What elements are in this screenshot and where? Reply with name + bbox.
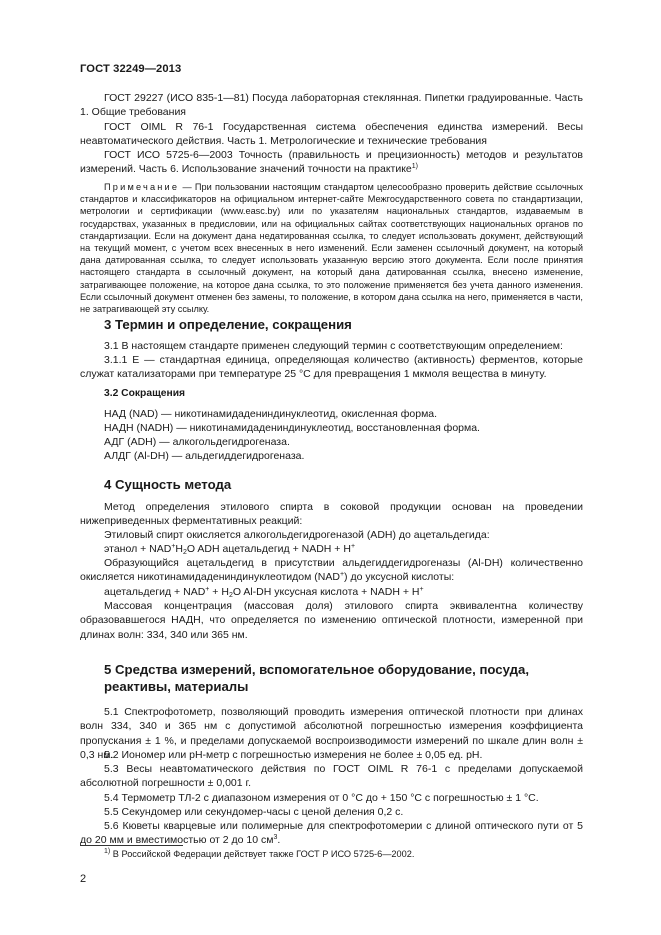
footnote: [104, 849, 414, 859]
abbreviation-item: НАД (NAD) — никотинамидадениндинуклеотид, окисленная форма.: [104, 408, 438, 420]
paragraph-text: ) до уксусной кислоты:: [344, 571, 455, 584]
section-4-paragraph: [80, 556, 583, 585]
section-5-4: 5.4 Термометр ТЛ-2 с диапазоном измерения от 0 °С до + 150 °С с погрешностью ± 1 °С.: [104, 792, 539, 804]
equation-part: H: [175, 543, 184, 555]
equation-part: этанол + NAD: [104, 543, 172, 555]
paragraph-text: Образующийся ацетальдегид в присутствии альдегиддегидрогеназы (Al-DH) количественно окисляется никотинамидадениндинуклеотидом (NAD: [80, 557, 583, 584]
abbreviation-item: НАДН (NADH) — никотинамидадениндинуклеотид, восстановленная форма.: [104, 422, 480, 434]
reference-gost-29227: ГОСТ 29227 (ИСО 835-1—81) Посуда лабораторная стеклянная. Пипетки градуированные. Часть 1. Общие требования: [80, 92, 583, 119]
equation-subscript: 2: [183, 549, 187, 556]
footnote-rule: [80, 845, 183, 846]
section-5-5: 5.5 Секундомер или секундомер-часы с ценой деления 0,2 с.: [104, 806, 404, 818]
note-text: — При пользовании настоящим стандартом целесообразно проверить действие ссылочных стандартов и классификаторов на официальном интернет-сайте Межгосударственного совета по стандартизации, метрологии и сертификации (www.easc.by) или по указателям национальных стандартов, издаваемым в государствах, указанных в предисловии, или на официальных сайтах соответствующих национальных органов по стандартизации. Если на документ дана недатированная ссылка, то следует использовать документ, действующий на текущий момент, с учетом всех внесенных в него изменений. Если заменен ссылочный документ, на который дана датированная ссылка, то следует использовать указанную версию этого документа. Если после принятия настоящего стандарта в ссылочный документ, на который дана датированная ссылка, внесено изменение, затрагивающее положение, на которое дана ссылка, то это положение применяется без учета данного изменения. Если ссылочный документ отменен без замены, то положение, в котором дана ссылка на него, применяется в части, не затрагивающей эту ссылку.: [80, 182, 583, 315]
equation-part: O ADH ацетальдегид + NADH + H: [186, 543, 351, 555]
section-4-paragraph: Массовая концентрация (массовая доля) этилового спирта эквивалентна количеству образовавшегося НАДН, что определяется по изменению оптической плотности, измеренной при длинах волн: 334, 340 или 365 нм.: [80, 600, 583, 641]
section-3-title: 3 Термин и определение, сокращения: [104, 317, 352, 332]
note-paragraph: [80, 181, 583, 315]
abbreviation-item: АДГ (ADH) — алкогольдегидрогеназа.: [104, 436, 290, 448]
reference-gost-oiml-r76: ГОСТ OIML R 76-1 Государственная система обеспечения единства измерений. Весы неавтоматического действия. Часть 1. Метрологические и технические требования: [80, 121, 583, 148]
section-3-1-1: 3.1.1 Е — стандартная единица, определяющая количество (активность) ферментов, которые служат катализаторами при температуре 25 °С для превращения 1 мкмоля вещества в минуту.: [80, 354, 583, 381]
section-4-title: 4 Сущность метода: [104, 477, 232, 492]
footnote-text: В Российской Федерации действует также ГОСТ Р ИСО 5725-6—2002.: [110, 849, 415, 859]
equation-part: O Al-DH уксусная кислота + NADH + H: [232, 586, 420, 598]
equation-subscript: 2: [228, 592, 233, 599]
reaction-equation-2: [104, 585, 424, 599]
section-4-paragraph: Метод определения этилового спирта в соковой продукции основан на проведении нижеприведенных ферментативных реакций:: [80, 501, 583, 528]
page-number: 2: [80, 873, 87, 885]
section-4-paragraph: Этиловый спирт окисляется алкогольдегидрогеназой (ADH) до ацетальдегида:: [104, 529, 490, 541]
paragraph-text: .: [277, 834, 281, 847]
paragraph-text: 5.6 Кюветы кварцевые или полимерные для спектрофотомерии с длиной оптического пути от 5 до 20 мм и вместимостью от 2 до 10 см: [80, 820, 583, 847]
equation-part: + H: [209, 586, 229, 598]
equation-superscript: +: [171, 543, 176, 550]
footnote-mark: 1): [104, 848, 111, 855]
note-label: Примечание: [104, 182, 180, 192]
reaction-equation-1: [104, 542, 355, 556]
section-3-2-title: 3.2 Сокращения: [104, 388, 186, 399]
equation-superscript: +: [350, 543, 356, 550]
equation-superscript: +: [419, 586, 424, 593]
section-5-title: 5 Средства измерений, вспомогательное оборудование, посуда, реактивы, материалы: [104, 662, 529, 694]
reference-text: ГОСТ ИСО 5725-6—2003 Точность (правильность и прецизионность) методов и результатов измерений. Часть 6. Использование значений точности на практике: [80, 149, 583, 176]
reference-gost-iso-5725: [80, 148, 583, 177]
document-header: ГОСТ 32249—2013: [80, 63, 182, 75]
equation-part: ацетальдегид + NAD: [104, 586, 206, 598]
section-5-1: 5.1 Спектрофотометр, позволяющий проводить измерения оптической плотности при длинах волн 334, 340 и 365 нм с допустимой абсолютной погрешностью измерения коэффициента пропускания ± 1 %, и пределами допускаемой воспроизводимости измерений по шкале длин волн ± 0,3 нм.: [80, 706, 583, 761]
abbreviation-item: АЛДГ (Al-DH) — альдегиддегидрогеназа.: [104, 450, 305, 462]
footnote-ref: 1): [411, 163, 419, 171]
section-5-2: 5.2 Иономер или рН-метр с погрешностью измерения не более ± 0,05 ед. рН.: [104, 749, 483, 761]
section-5-6: [80, 819, 583, 848]
equation-superscript: +: [205, 586, 210, 593]
section-5-3: 5.3 Весы неавтоматического действия по ГОСТ OIML R 76-1 с пределами допускаемой абсолютной погрешности ± 0,001 г.: [80, 763, 583, 790]
section-3-1: 3.1 В настоящем стандарте применен следующий термин с соответствующим определением:: [104, 340, 563, 352]
superscript: +: [339, 571, 345, 579]
superscript: 3: [273, 834, 278, 842]
